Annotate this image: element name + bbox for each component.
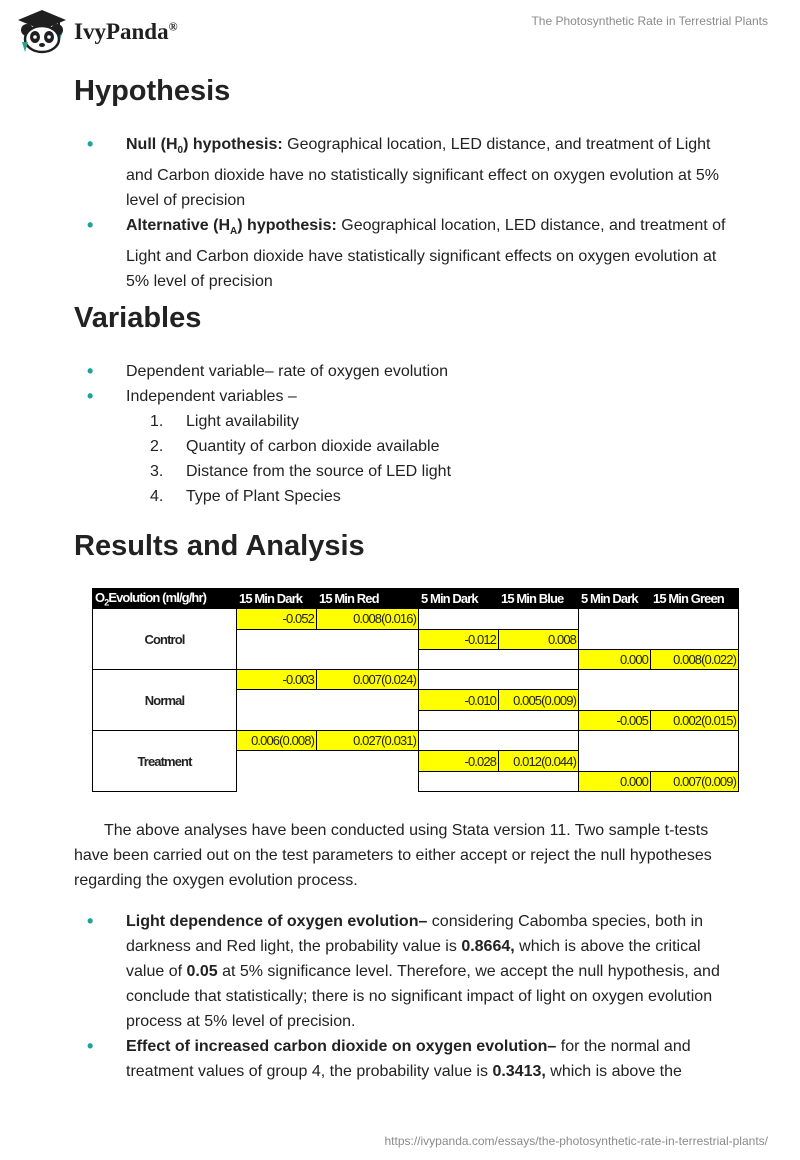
independent-variables-list <box>150 409 451 509</box>
table-cell: 0.000 <box>579 771 651 791</box>
analysis-paragraph: The above analyses have been conducted using Stata version 11. Two sample t-tests have been carried out on the test parameters to either accept or reject the null hypotheses regarding the oxygen evolution process. <box>74 822 712 889</box>
table-corner-header: $O_2Evolution$ (ml/g/hr) <box>93 589 237 609</box>
hypothesis-heading: Hypothesis <box>74 75 231 107</box>
variables-list <box>74 359 734 409</box>
column-header: 15 Min Blue <box>499 589 579 609</box>
table-cell: -0.012 <box>419 629 499 649</box>
table-cell: 0.008(0.016) <box>317 609 419 629</box>
results-heading: Results and Analysis <box>74 530 365 562</box>
table-cell: 0.008(0.022) <box>651 649 739 669</box>
list-item: • Null $(H_0)$ hypothesis: Geographical location, LED distance, and treatment of Light and Carbon dioxide have no statistically significant effect on oxygen evolution at 5% level of precision <box>74 132 734 213</box>
table-cell: 0.027(0.031) <box>317 731 419 751</box>
list-item: 2. Quantity of carbon dioxide available <box>150 438 440 455</box>
document-title: The Photosynthetic Rate in Terrestrial Plants <box>531 14 768 28</box>
table-cell: -0.003 <box>237 670 317 690</box>
table-header-row <box>93 589 739 609</box>
list-item: • Alternative $(H_A)$ hypothesis: Geographical location, LED distance, and treatment of Light and Carbon dioxide have statistically significant effects on oxygen evolution at 5% level of precision <box>74 213 734 294</box>
column-header: 5 Min Dark <box>579 589 651 609</box>
column-header: 5 Min Dark <box>419 589 499 609</box>
column-header: 15 Min Red <box>317 589 419 609</box>
list-item: • Dependent variable– rate of oxygen evolution <box>74 359 734 384</box>
table-cell: 0.006(0.008) <box>237 731 317 751</box>
table-cell: 0.008 <box>499 629 579 649</box>
list-item: • Effect of increased carbon dioxide on oxygen evolution– for the normal and treatment values of group 4, the probability value is 0.3413, which is above the <box>74 1034 734 1084</box>
results-table <box>92 588 739 792</box>
source-url-link[interactable]: https://ivypanda.com/essays/the-photosynthetic-rate-in-terrestrial-plants/ <box>384 1134 768 1148</box>
table-cell: -0.010 <box>419 690 499 710</box>
table-row <box>93 609 739 629</box>
column-header: 15 Min Dark <box>237 589 317 609</box>
table-cell: 0.007(0.009) <box>651 771 739 791</box>
table-cell: -0.052 <box>237 609 317 629</box>
list-item: • Independent variables – <box>74 384 734 409</box>
table-cell: 0.000 <box>579 649 651 669</box>
table-cell: 0.005(0.009) <box>499 690 579 710</box>
table-row <box>93 731 739 751</box>
hypothesis-list <box>74 132 734 294</box>
table-cell: 0.002(0.015) <box>651 710 739 730</box>
table-cell: 0.012(0.044) <box>499 751 579 771</box>
panda-graduate-icon <box>14 8 70 54</box>
variables-heading: Variables <box>74 302 202 334</box>
table-row <box>93 670 739 690</box>
table-cell: -0.028 <box>419 751 499 771</box>
list-item: 4. Type of Plant Species <box>150 488 341 505</box>
row-label-control: Control <box>93 609 237 670</box>
list-item: 1. Light availability <box>150 413 299 430</box>
brand-logo[interactable] <box>14 8 178 54</box>
analysis-list <box>74 909 734 1084</box>
list-item: • Light dependence of oxygen evolution– considering Cabomba species, both in darkness and Red light, the probability value is 0.8664, which is above the critical value of 0.05 at 5% significance level. Therefore, we accept the null hypothesis, and conclude that statistically; there is no significant impact of light on oxygen evolution process at 5% level of precision. <box>74 909 734 1034</box>
list-item: 3. Distance from the source of LED light <box>150 463 452 480</box>
column-header: 15 Min Green <box>651 589 739 609</box>
row-label-treatment: Treatment <box>93 731 237 792</box>
brand-name: IvyPanda® <box>74 19 178 44</box>
table-cell: 0.007(0.024) <box>317 670 419 690</box>
table-cell: -0.005 <box>579 710 651 730</box>
row-label-normal: Normal <box>93 670 237 731</box>
page-header <box>0 0 800 60</box>
